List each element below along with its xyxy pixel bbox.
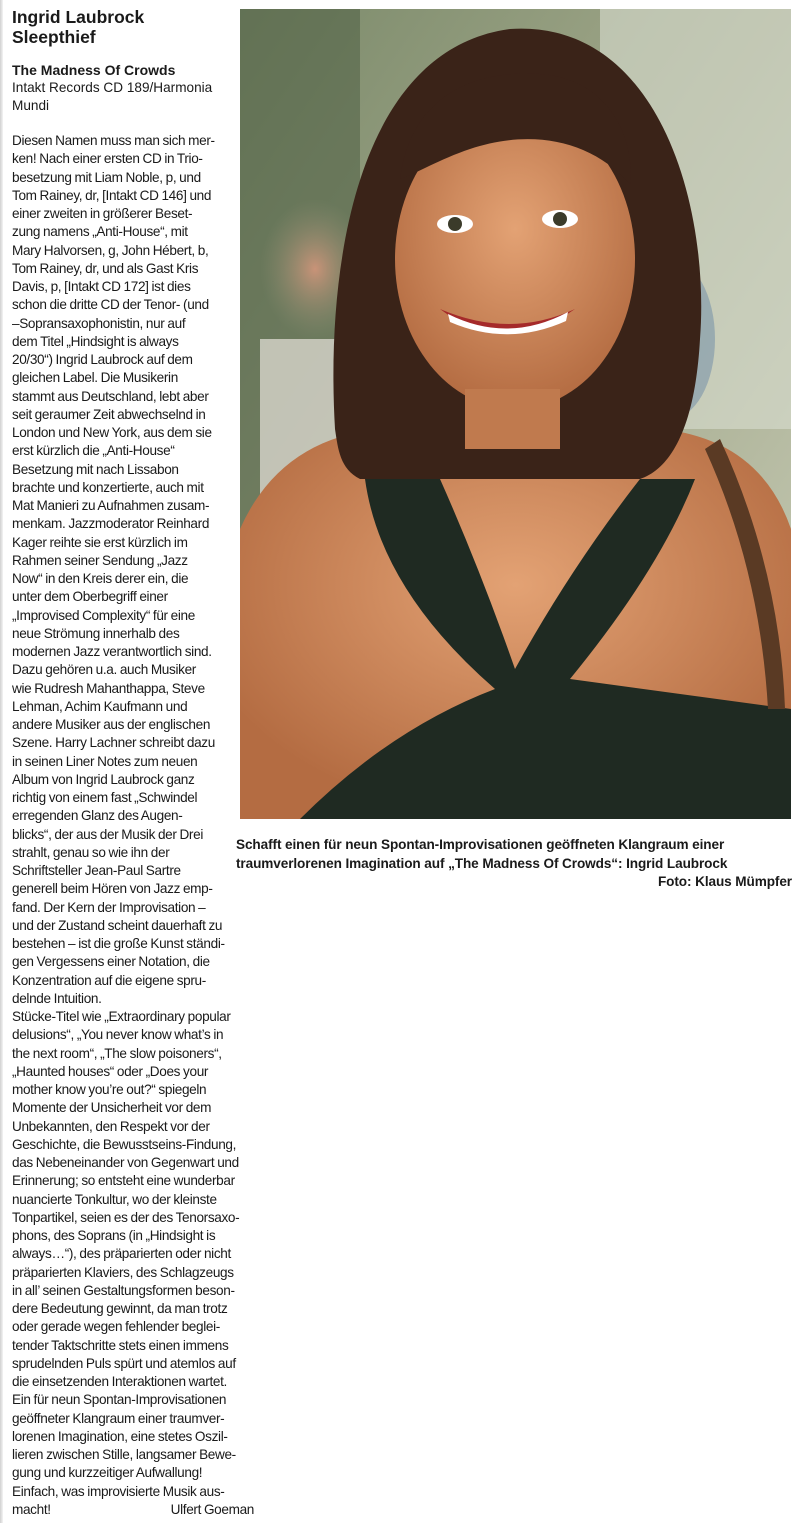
body-text-line: Besetzung mit nach Lissabon — [12, 461, 179, 477]
body-text-line: Ein für neun Spontan-Improvisationen — [12, 1392, 227, 1408]
closing-line — [12, 1501, 254, 1519]
body-text-line: richtig von einem fast „Schwindel — [12, 790, 198, 805]
body-text-line: Geschichte, die Bewusstseins-Findung, — [12, 1136, 237, 1152]
body-text-line: Konzentration auf die eigene spru- — [12, 972, 206, 988]
body-text-line: the next room“, „The slow poisoners“, — [12, 1045, 222, 1061]
caption-line: traumverlorenen Imagination auf „The Madness Of Crowds“: Ingrid Laubrock — [236, 855, 728, 871]
body-text-line: Tonpartikel, seien es der des Tenorsaxo- — [12, 1209, 240, 1225]
body-text-line: blicks“, der aus der Musik der Drei — [12, 826, 203, 842]
body-text-line: Tom Rainey, dr, und als Gast Kris — [12, 260, 199, 276]
body-text-line: Momente der Unsicherheit vor dem — [12, 1100, 212, 1116]
body-text-line: dem Titel „Hindsight is always — [12, 333, 179, 349]
body-text-line: delusions“, „You never know what’s in — [12, 1027, 224, 1043]
artist-photo-illustration — [240, 9, 791, 819]
body-text-line: oder gerade wegen fehlender beglei- — [12, 1319, 220, 1335]
body-text-line: macht! — [12, 1501, 51, 1517]
body-text-line: besetzung mit Liam Noble, p, und — [12, 169, 201, 185]
body-text-line: ken! Nach einer ersten CD in Trio- — [12, 151, 203, 167]
body-text-line: in seinen Liner Notes zum neuen — [12, 753, 198, 769]
body-text-line: 20/30“) Ingrid Laubrock auf dem — [12, 352, 193, 367]
body-text-line: lorenen Imagination, eine stetes Oszil- — [12, 1428, 228, 1444]
body-text-line: phons, des Soprans (in „Hindsight is — [12, 1228, 216, 1243]
body-text-line: gen Vergessens einer Notation, die — [12, 954, 210, 970]
body-text-line: strahlt, genau so wie ihn der — [12, 844, 170, 860]
headline-album: Sleepthief — [12, 27, 96, 47]
body-text-line: always…“), des präparierten oder nicht — [12, 1246, 231, 1262]
body-text-line: zung namens „Anti-House“, mit — [12, 224, 188, 240]
body-text-line: unter dem Oberbegriff einer — [12, 589, 168, 605]
body-text-line: Schriftsteller Jean-Paul Sartre — [12, 863, 181, 878]
body-text-line: Mat Manieri zu Aufnahmen zusam- — [12, 498, 210, 513]
author-name: Ulfert Goeman — [170, 1501, 254, 1517]
body-text-line: Rahmen seiner Sendung „Jazz — [12, 552, 188, 568]
body-text-line: mother know you’re out?“ spiegeln — [12, 1082, 207, 1097]
body-text-line: Now“ in den Kreis derer ein, die — [12, 571, 189, 586]
page-edge — [0, 0, 3, 1523]
body-text-line: menkam. Jazzmoderator Reinhard — [12, 516, 210, 532]
photo-credit: Foto: Klaus Mümpfer — [657, 874, 792, 889]
album-title: The Madness Of Crowds — [12, 62, 176, 78]
body-text-line: Dazu gehören u.a. auch Musiker — [12, 662, 196, 678]
body-text-line: die einsetzenden Interaktionen wartet. — [12, 1374, 227, 1389]
body-text-line: und der Zustand scheint dauerhaft zu — [12, 917, 223, 933]
body-text-line: Einfach, was improvisierte Musik aus- — [12, 1483, 225, 1499]
body-text-line: nuancierte Tonkultur, wo der kleinste — [12, 1191, 217, 1207]
body-text-line: –Sopransaxophonistin, nur auf — [12, 315, 186, 331]
record-label — [12, 79, 254, 114]
body-text-line: in all’ seinen Gestaltungsformen beson- — [12, 1282, 235, 1298]
photo-caption — [236, 836, 792, 892]
body-text-line: das Nebeneinander von Gegenwart und — [12, 1155, 239, 1170]
body-text-line: Stücke-Titel wie „Extraordinary popular — [12, 1009, 231, 1024]
body-text-line: Album von Ingrid Laubrock ganz — [12, 771, 195, 787]
body-text-line: Davis, p, [Intakt CD 172] ist dies — [12, 279, 191, 294]
body-text-line: schon die dritte CD der Tenor- (und — [12, 297, 209, 313]
article-headline — [12, 7, 254, 47]
body-text-line: generell beim Hören von Jazz emp- — [12, 881, 213, 897]
body-text-line: wie Rudresh Mahanthappa, Steve — [12, 680, 205, 696]
body-text-line: sprudelnden Puls spürt und atemlos auf — [12, 1355, 236, 1371]
article-column — [12, 7, 254, 1519]
body-text-line: Kager reihte sie erst kürzlich im — [12, 534, 188, 550]
body-text-line: Diesen Namen muss man sich mer- — [12, 133, 215, 148]
body-text-line: gung und kurzzeitiger Aufwallung! — [12, 1465, 203, 1481]
body-text-line: fand. Der Kern der Improvisation – — [12, 899, 206, 915]
body-text-line: neue Strömung innerhalb des — [12, 625, 180, 641]
body-text-line: andere Musiker aus der englischen — [12, 717, 211, 732]
body-text-line: erst kürzlich die „Anti-House“ — [12, 443, 175, 459]
body-text-line: Szene. Harry Lachner schreibt dazu — [12, 735, 215, 751]
body-text-line: „Improvised Complexity“ für eine — [12, 607, 195, 623]
caption-line: Schafft einen für neun Spontan-Improvisationen geöffneten Klangraum einer — [236, 837, 725, 852]
body-text-line: Mary Halvorsen, g, John Hébert, b, — [12, 242, 209, 258]
body-text-line: Tom Rainey, dr, [Intakt CD 146] und — [12, 187, 212, 203]
body-text-line: Erinnerung; so entsteht eine wunderbar — [12, 1173, 235, 1189]
body-text-line: modernen Jazz verantwortlich sind. — [12, 644, 212, 659]
body-text-line: bestehen – ist die große Kunst ständi- — [12, 936, 225, 951]
artist-photo — [240, 9, 791, 819]
body-text-line: geöffneter Klangraum einer traumver- — [12, 1410, 225, 1426]
body-text-line: seit geraumer Zeit abwechselnd in — [12, 406, 206, 422]
body-text-line: Lehman, Achim Kaufmann und — [12, 698, 188, 714]
body-text-line: erregenden Glanz des Augen- — [12, 808, 183, 824]
body-text-line: dere Bedeutung gewinnt, da man trotz — [12, 1301, 228, 1316]
body-text-line: einer zweiten in größerer Beset- — [12, 206, 193, 221]
headline-artist: Ingrid Laubrock — [12, 7, 145, 27]
body-text-line: präparierten Klaviers, des Schlagzeugs — [12, 1264, 234, 1280]
record-label-line: Mundi — [12, 97, 50, 113]
body-text-line: gleichen Label. Die Musikerin — [12, 370, 178, 386]
body-text-line: stammt aus Deutschland, lebt aber — [12, 388, 209, 404]
body-text-line: brachte und konzertierte, auch mit — [12, 479, 204, 495]
body-text-line: tender Taktschritte stets einen immens — [12, 1337, 229, 1353]
body-text-line: London und New York, aus dem sie — [12, 425, 212, 440]
body-text-line: „Haunted houses“ oder „Does your — [12, 1063, 209, 1079]
record-label-line: Intakt Records CD 189/Harmonia — [12, 80, 213, 95]
body-text-line: Unbekannten, den Respekt vor der — [12, 1118, 210, 1134]
body-text-line: lieren zwischen Stille, langsamer Bewe- — [12, 1447, 236, 1462]
body-text-line: delnde Intuition. — [12, 990, 102, 1006]
review-body — [12, 132, 254, 1519]
